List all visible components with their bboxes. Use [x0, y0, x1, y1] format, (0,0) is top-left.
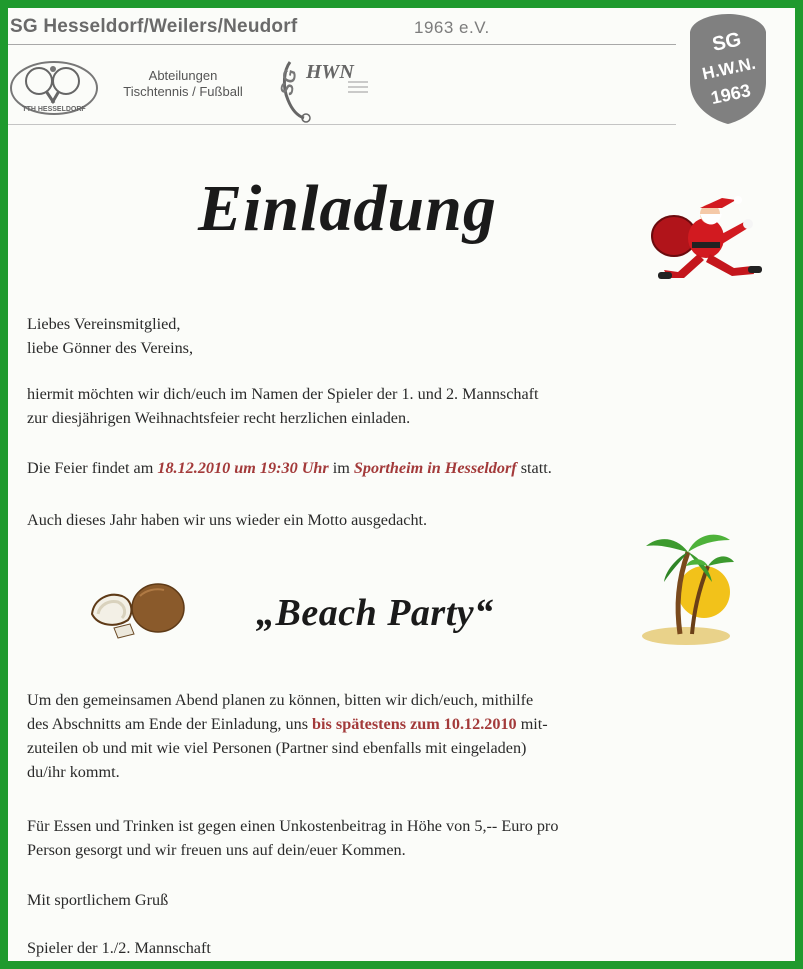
rsvp-line-4: du/ihr kommt. — [27, 763, 120, 781]
motto: „Beach Party“ — [256, 592, 494, 634]
department-line-1: Abteilungen — [148, 68, 218, 83]
header-rule-bottom — [8, 124, 676, 125]
department-line-2: Tischtennis / Fußball — [123, 84, 243, 99]
club-founding-year: 1963 e.V. — [414, 18, 490, 37]
greeting — [27, 312, 193, 360]
club-shield-icon — [688, 12, 768, 126]
ping-pong-paddles-icon — [8, 56, 100, 116]
rsvp-line-3: zuteilen ob und mit wie viel Personen (Partner sind ebenfalls mit eingeladen) — [27, 739, 527, 757]
letterhead — [8, 8, 795, 130]
event-text-pre: Die Feier findet am — [27, 459, 158, 477]
greeting-line-2: liebe Gönner des Vereins, — [27, 339, 194, 357]
cost-line-1: Für Essen und Trinken ist gegen einen Unkostenbeitrag in Höhe von 5,-- Euro pro — [27, 817, 559, 835]
hwn-logo-text: HWN — [306, 61, 354, 83]
rsvp-deadline: bis spätestens zum 10.12.2010 — [312, 715, 517, 733]
rsvp-line-2-pre: des Abschnitts am Ende der Einladung, uns — [27, 715, 313, 733]
coconut-icon — [88, 576, 198, 640]
soccer-player-icon — [276, 52, 372, 124]
event-text-mid: im — [328, 459, 354, 477]
event-details — [27, 456, 552, 480]
cost-paragraph — [27, 814, 558, 862]
hwn-logo-sg: SG — [276, 67, 301, 97]
tth-logo-text: TTH HESSELDORF — [22, 106, 86, 113]
shield-line-1: SG — [710, 28, 744, 56]
intro-line-1: hiermit möchten wir dich/euch im Namen der Spieler der 1. und 2. Mannschaft — [27, 385, 539, 403]
intro-line-2: zur diesjährigen Weihnachtsfeier recht herzlichen einladen. — [27, 409, 411, 427]
department-label — [108, 68, 258, 100]
header-rule-top — [8, 44, 676, 45]
event-text-post: statt. — [516, 459, 552, 477]
event-place: Sportheim in Hesseldorf — [353, 459, 517, 477]
santa-claus-icon — [644, 192, 768, 286]
rsvp-paragraph — [27, 688, 548, 784]
letter-title: Einladung — [198, 172, 497, 245]
rsvp-line-2 — [27, 712, 548, 736]
rsvp-line-1: Um den gemeinsamen Abend planen zu können, bitten wir dich/euch, mithilfe — [27, 691, 534, 709]
shield-line-2: H.W.N. — [700, 53, 758, 84]
closing: Mit sportlichem Gruß — [27, 891, 169, 909]
intro-paragraph — [27, 382, 539, 430]
motto-intro: Auch dieses Jahr haben wir uns wieder ein Motto ausgedacht. — [27, 511, 428, 529]
invitation-page — [8, 8, 795, 961]
club-name: SG Hesseldorf/Weilers/Neudorf — [10, 16, 298, 37]
palm-tree-icon — [636, 516, 736, 648]
greeting-line-1: Liebes Vereinsmitglied, — [27, 315, 181, 333]
signature: Spieler der 1./2. Mannschaft — [27, 939, 211, 957]
rsvp-line-2-post: mit- — [516, 715, 548, 733]
shield-line-3: 1963 — [709, 80, 753, 109]
event-date: 18.12.2010 um 19:30 Uhr — [157, 459, 329, 477]
cost-line-2: Person gesorgt und wir freuen uns auf dein/euer Kommen. — [27, 841, 406, 859]
